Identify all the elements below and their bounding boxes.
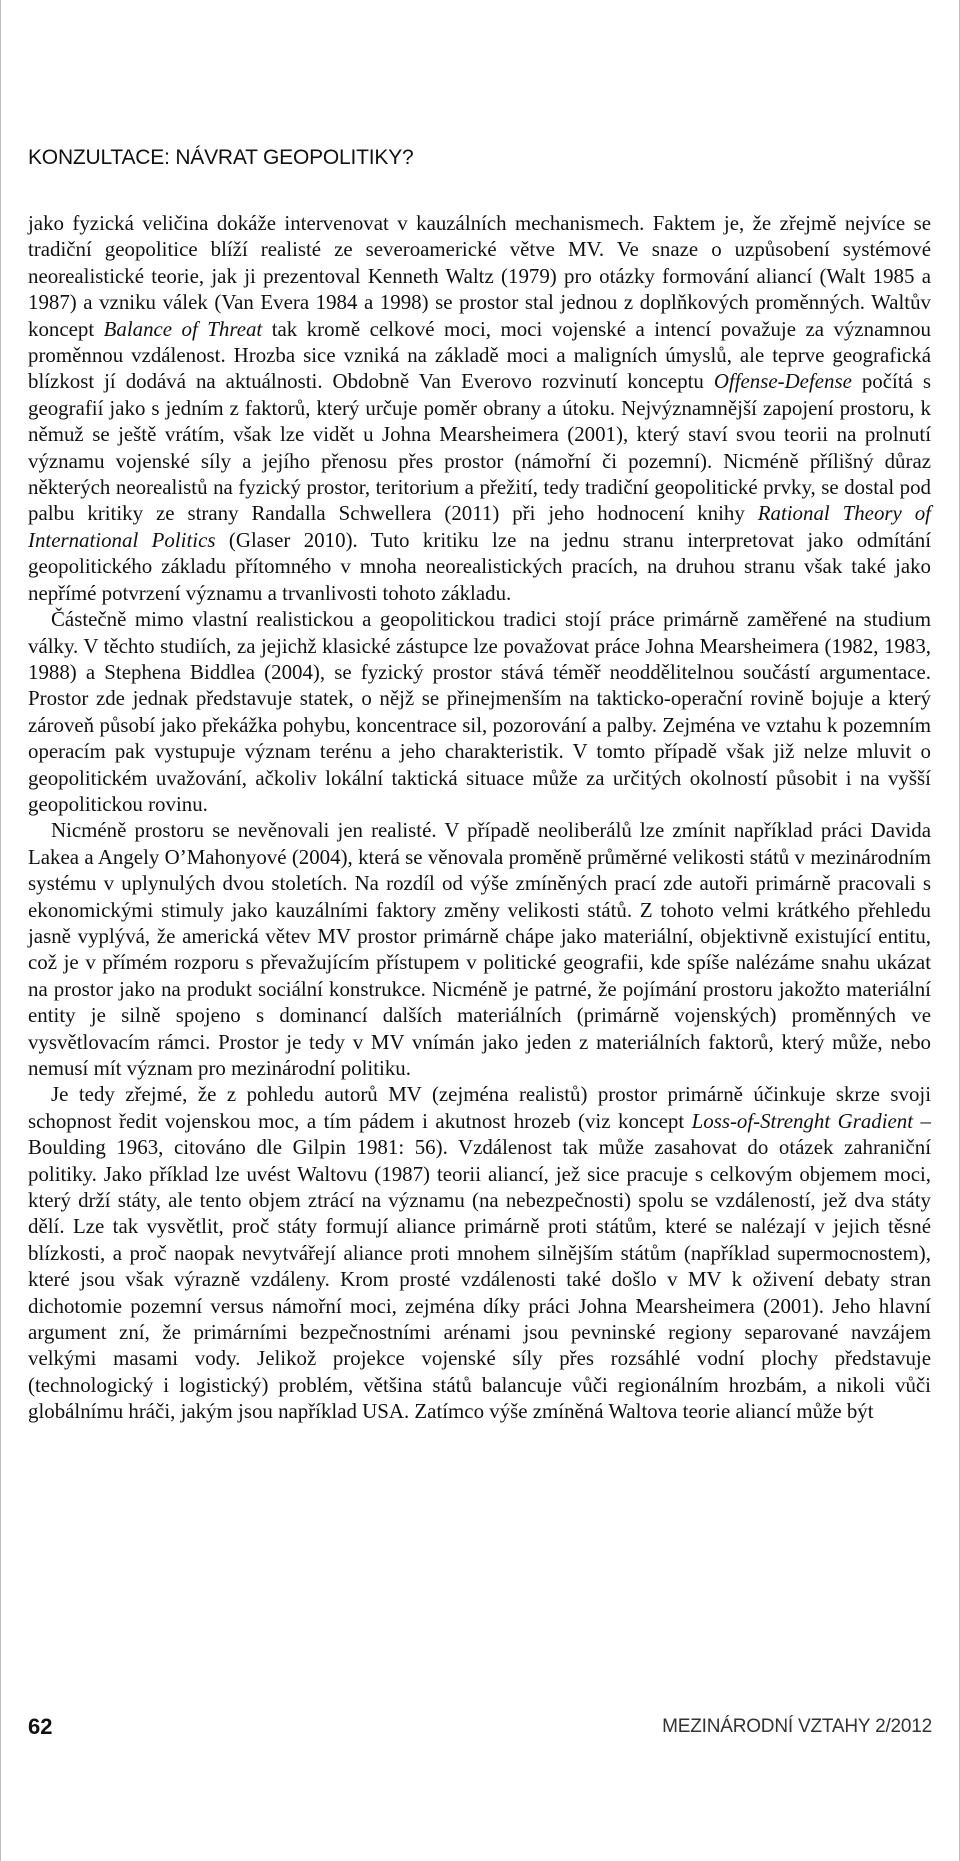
article-body xyxy=(28,210,931,1425)
journal-footer: MEZINÁRODNÍ VZTAHY 2/2012 xyxy=(662,1716,932,1737)
text-run: Je tedy zřejmé, že z pohledu autorů MV (zejména realistů) prostor primárně účinkuje skrze svoji schopnost ředit vojenskou moc, a tím pádem i akutnost hrozeb (viz koncept xyxy=(28,1082,931,1133)
italic-term: Balance of Threat xyxy=(103,316,263,341)
page-edge-left xyxy=(0,0,1,1861)
page-number: 62 xyxy=(28,1714,53,1739)
paragraph xyxy=(28,1081,931,1424)
running-head: KONZULTACE: NÁVRAT GEOPOLITIKY? xyxy=(28,146,414,169)
paragraph xyxy=(28,210,931,606)
text-run: – Boulding 1963, citováno dle Gilpin 1981: 56). Vzdálenost tak může zasahovat do otázek zahraniční politiky. Jako příklad lze uvést Waltovu (1987) teorii aliancí, jež sice pracuje s celkovým objemem moci, který drží státy, ale tento objem ztrácí na významu (na nebezpečnosti) spolu se vzdáleností, jež dva státy dělí. Lze tak vysvětlit, proč státy formují aliance primárně proti státům, které se nalézají v jejich těsné blízkosti, a proč naopak nevytvářejí aliance proti mnohem silnějším státům (například supermocnostem), které jsou však výrazně vzdáleny. Krom prosté vzdálenosti také došlo v MV k oživení debaty stran dichotomie pozemní versus námořní moci, zejména díky práci Johna Mearsheimera (2001). Jeho hlavní argument zní, že primárními bezpečnostními arénami jsou pevninské regiony separované navzájem velkými masami vody. Jelikož projekce vojenské síly přes rozsáhlé vodní plochy představuje (technologický i logistický) problém, většina států balancuje vůči regionálním hrozbám, a nikoli vůči globálnímu hráči, jakým jsou například USA. Zatímco výše zmíněná Waltova teorie aliancí může být xyxy=(28,1108,931,1424)
text-run: Částečně mimo vlastní realistickou a geopolitickou tradici stojí práce primárně zaměřené na studium války. V těchto studiích, za jejichž klasické zástupce lze považovat práce Johna Mearsheimera (1982, 1983, 1988) a Stephena Biddlea (2004), se fyzický prostor stává téměř neoddělitelnou součástí argumentace. Prostor zde jednak představuje statek, o nějž se přinejmenším na takticko-operační rovině bojuje a který zároveň působí jako překážka pohybu, koncentrace sil, pozorování a palby. Zejména ve vztahu k pozemním operacím pak vystupuje význam terénu a jeho charakteristik. V tomto případě však již nelze mluvit o geopolitickém uvažování, ačkoliv lokální taktická situace může za určitých okolností působit i na vyšší geopolitickou rovinu. xyxy=(28,607,931,816)
italic-term: Rational Theory of International Politics xyxy=(28,501,931,552)
text-run: Nicméně prostoru se nevěnovali jen realisté. V případě neoliberálů lze zmínit například práci Davida Lakea a Angely O’Mahonyové (2004), která se věnovala proměně průměrné velikosti států v mezinárodním systému v uplynulých dvou stoletích. Na rozdíl od výše zmíněných prací zde autoři primárně pracovali s ekonomickými stimuly jako kauzálními faktory změny velikosti států. Z tohoto velmi krátkého přehledu jasně vyplývá, že americká větev MV prostor primárně chápe jako materiální, objektivně existující entitu, což je v přímém rozporu s převažujícím přístupem v politické geografii, kde spíše nalézáme snahu ukázat na prostor jako na produkt sociální konstrukce. Nicméně je patrné, že pojímání prostoru jakožto materiální entity je silně spojeno s dominancí dalších materiálních (primárně vojenských) proměnných ve vysvětlovacím rámci. Prostor je tedy v MV vnímán jako jeden z materiálních faktorů, který může, nebo nemusí mít význam pro mezinárodní politiku. xyxy=(28,818,931,1080)
text-run: tak kromě celkové moci, moci vojenské a intencí považuje za významnou proměnnou vzdálenost. Hrozba sice vzniká na základě moci a maligních úmyslů, ale teprve geografická blízkost jí dodává na aktuálnosti. Obdobně Van Everovo rozvinutí konceptu xyxy=(28,316,931,394)
text-run: (Glaser 2010). Tuto kritiku lze na jednu stranu interpretovat jako odmítání geopolitického základu přítomného v mnoha neorealistických pracích, na druhou stranu však také jako nepřímé potvrzení významu a trvanlivosti tohoto základu. xyxy=(28,527,931,605)
paragraph xyxy=(28,817,931,1081)
italic-term: Offense-Defense xyxy=(713,369,852,394)
text-run: počítá s geografií jako s jedním z faktorů, který určuje poměr obrany a útoku. Nejvýznamnější zapojení prostoru, k němuž se ještě vrátím, však lze vidět u Johna Mearsheimera (2001), který staví svou teorii na prolnutí významu vojenské síly a jejího přenosu přes prostor (námořní či pozemní). Nicméně přílišný důraz některých neorealistů na fyzický prostor, teritorium a přežití, tedy tradiční geopolitické prvky, se dostal pod palbu kritiky ze strany Randalla Schwellera (2011) při jeho hodnocení knihy xyxy=(28,369,931,526)
paragraph xyxy=(28,606,931,817)
italic-term: Loss-of-Strenght Gradient xyxy=(691,1108,914,1133)
text-run: jako fyzická veličina dokáže intervenovat v kauzálních mechanismech. Faktem je, že zřejmě nejvíce se tradiční geopolitice blíží realisté ze severoamerické větve MV. Ve snaze o uzpůsobení systémové neorealistické teorie, jak ji prezentoval Kenneth Waltz (1979) pro otázky formování aliancí (Walt 1985 a 1987) a vzniku válek (Van Evera 1984 a 1998) se prostor stal jednou z doplňkových proměnných. Waltův koncept xyxy=(28,211,931,341)
